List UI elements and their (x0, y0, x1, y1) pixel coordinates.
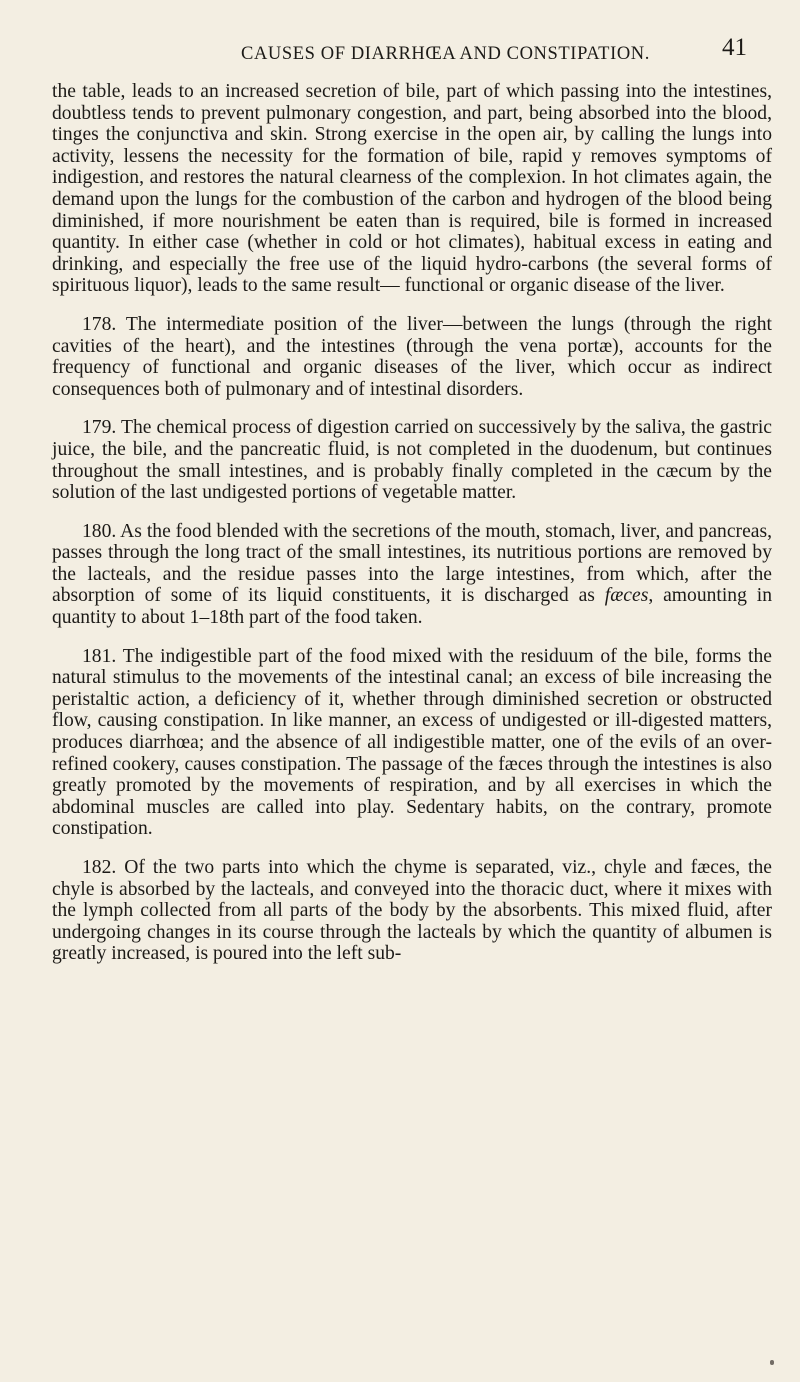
paragraph-text: As the food blended with the secretions of the mouth, stomach, liver, and pancreas, passes through the long tract of the small intestines, its nutritious portions are removed by the lacteals, and the residue passes into the large intestines, from which, after the absorption of some of its liquid constituents, it is discharged as (52, 520, 772, 607)
paragraph-text: The indigestible part of the food mixed with the residuum of the bile, forms the natural stimulus to the movements of the intestinal canal; an excess of bile increasing the peristaltic action, a deficiency of it, whether through diminished secretion or obstructed flow, causing constipation. In like manner, an excess of undigested or ill-digested matters, produces diarrhœa; and the absence of all indigestible matter, one of the evils of an over-refined cookery, causes constipation. The passage of the fæces through the intestines is also greatly promoted by the movements of respiration, and by all exercises in which the abdominal muscles are called into play. Sedentary habits, on the contrary, promote constipation. (52, 645, 772, 840)
paragraph-179 (52, 417, 772, 503)
paragraph-178 (52, 314, 772, 400)
page-number: 41 (722, 34, 747, 61)
print-speck (770, 1360, 774, 1365)
paragraph-number: 180. (82, 520, 117, 542)
paragraph-text: The intermediate position of the liver—between the lungs (through the right cavities of the heart), and the intestines (through the vena portæ), accounts for the frequency of functional and organic diseases of the liver, which occur as indirect consequences both of pulmonary and of intestinal disorders. (52, 313, 772, 400)
paragraph-180 (52, 521, 772, 629)
running-head (0, 34, 800, 74)
paragraph-number: 179. (82, 417, 117, 439)
paragraph-text: the table, leads to an increased secretion of bile, part of which passing into the intestines, doubtless tends to prevent pulmonary congestion, and part, being absorbed into the blood, tinges the conjunctiva and skin. Strong exercise in the open air, by calling the lungs into activity, lessens the necessity for the formation of bile, rapid y removes symptoms of indigestion, and restores the natural clearness of the complexion. In hot climates again, the demand upon the lungs for the combustion of the carbon and hydrogen of the blood being diminished, if more nourishment be eaten than is required, bile is formed in increased quantity. In either case (whether in cold or hot climates), habitual excess in eating and drinking, and especially the free use of the liquid hydro-carbons (the several forms of spirituous liquor), leads to the same result— functional or organic disease of the liver. (52, 81, 772, 297)
italic-term: fæces (604, 585, 649, 607)
paragraph-continued (52, 81, 772, 297)
paragraph-number: 181. (82, 645, 117, 667)
running-title: CAUSES OF DIARRHŒA AND CONSTIPATION. (241, 44, 650, 64)
paragraph-text: The chemical process of digestion carried on successively by the saliva, the gastric juice, the bile, and the pancreatic fluid, is not completed in the duodenum, but continues throughout the small intestines, and is probably finally completed in the cæcum by the solution of the last undigested portions of vegetable matter. (52, 417, 772, 504)
paragraph-181 (52, 646, 772, 840)
paragraph-182 (52, 857, 772, 965)
paragraph-text-continued: , amounting in quantity to about 1–18th part of the food taken. (52, 585, 773, 629)
body-text (52, 81, 772, 982)
paragraph-text: Of the two parts into which the chyme is separated, viz., chyle and fæces, the chyle is absorbed by the lacteals, and conveyed into the thoracic duct, where it mixes with the lymph collected from all parts of the body by the absorbents. This mixed fluid, after undergoing changes in its course through the lacteals by which the quantity of albumen is greatly increased, is poured into the left sub- (52, 857, 772, 965)
paragraph-number: 182. (82, 857, 117, 878)
paragraph-number: 178. (82, 313, 117, 335)
